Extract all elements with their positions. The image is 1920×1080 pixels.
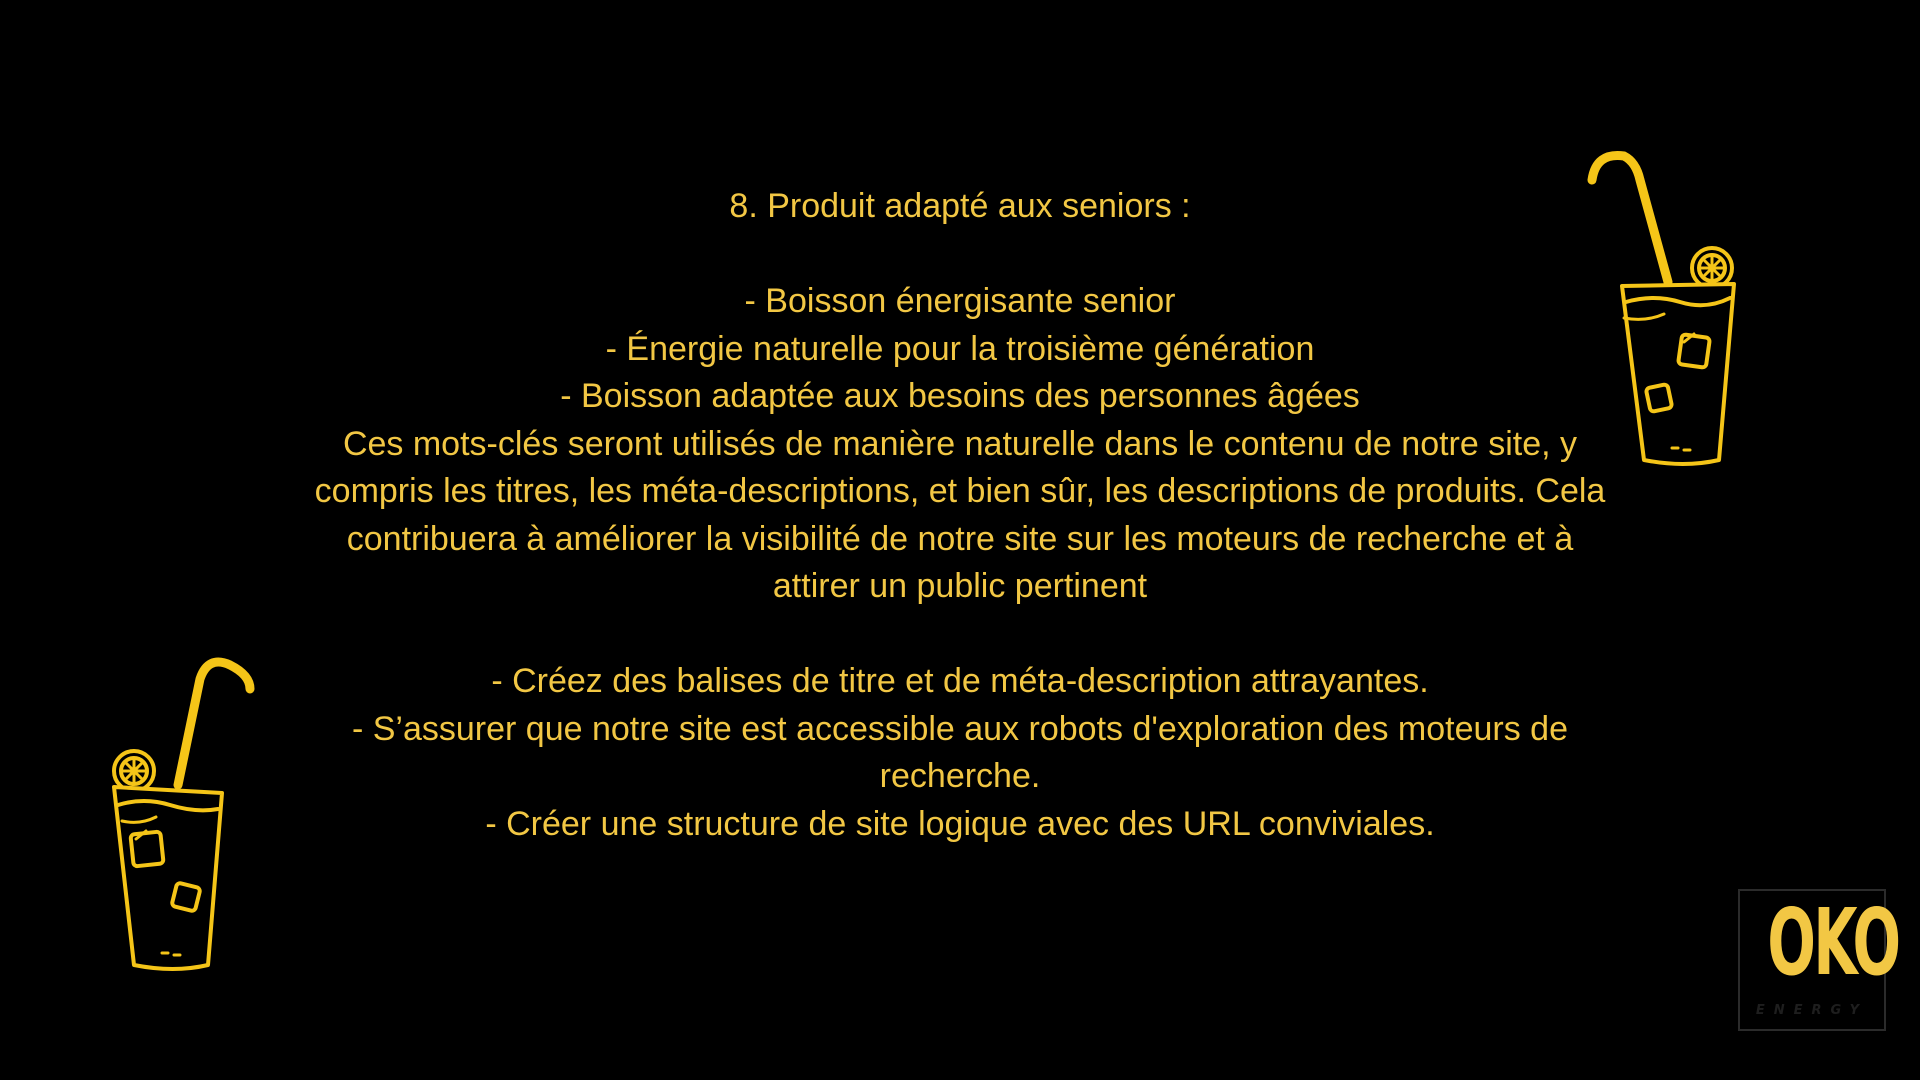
action-item: - Créez des balises de titre et de méta-description attrayantes. [491,662,1429,700]
paragraph-line: attirer un public pertinent [772,567,1148,605]
action-item: recherche. [879,757,1041,795]
keyword-item: - Énergie naturelle pour la troisième génération [605,329,1315,368]
keyword-item: - Boisson adaptée aux besoins des personnes âgées [560,377,1360,415]
slide-heading: 8. Produit adapté aux seniors : [729,187,1191,225]
lemonade-glass-icon [1584,150,1744,470]
action-item: - Créer une structure de site logique avec des URL conviviales. [485,804,1435,843]
logo-tagline: ENERGY [1755,1003,1869,1018]
logo-wordmark: OKO [1767,889,1899,996]
keyword-item: - Boisson énergisante senior [744,282,1176,320]
paragraph-line: contribuera à améliorer la visibilité de notre site sur les moteurs de recherche et à [346,519,1574,558]
paragraph-line: Ces mots-clés seront utilisés de manière naturelle dans le contenu de notre site, y [342,424,1578,463]
action-item: - S’assurer que notre site est accessible aux robots d'exploration des moteurs de [351,709,1568,748]
paragraph-line: compris les titres, les méta-descriptions, et bien sûr, les descriptions de produits. Cela [314,472,1606,510]
slide-text-block [260,183,1660,848]
spacer [260,611,1660,659]
lemonade-glass-icon [100,655,270,975]
spacer [260,231,1660,279]
brand-logo [1738,889,1899,1031]
